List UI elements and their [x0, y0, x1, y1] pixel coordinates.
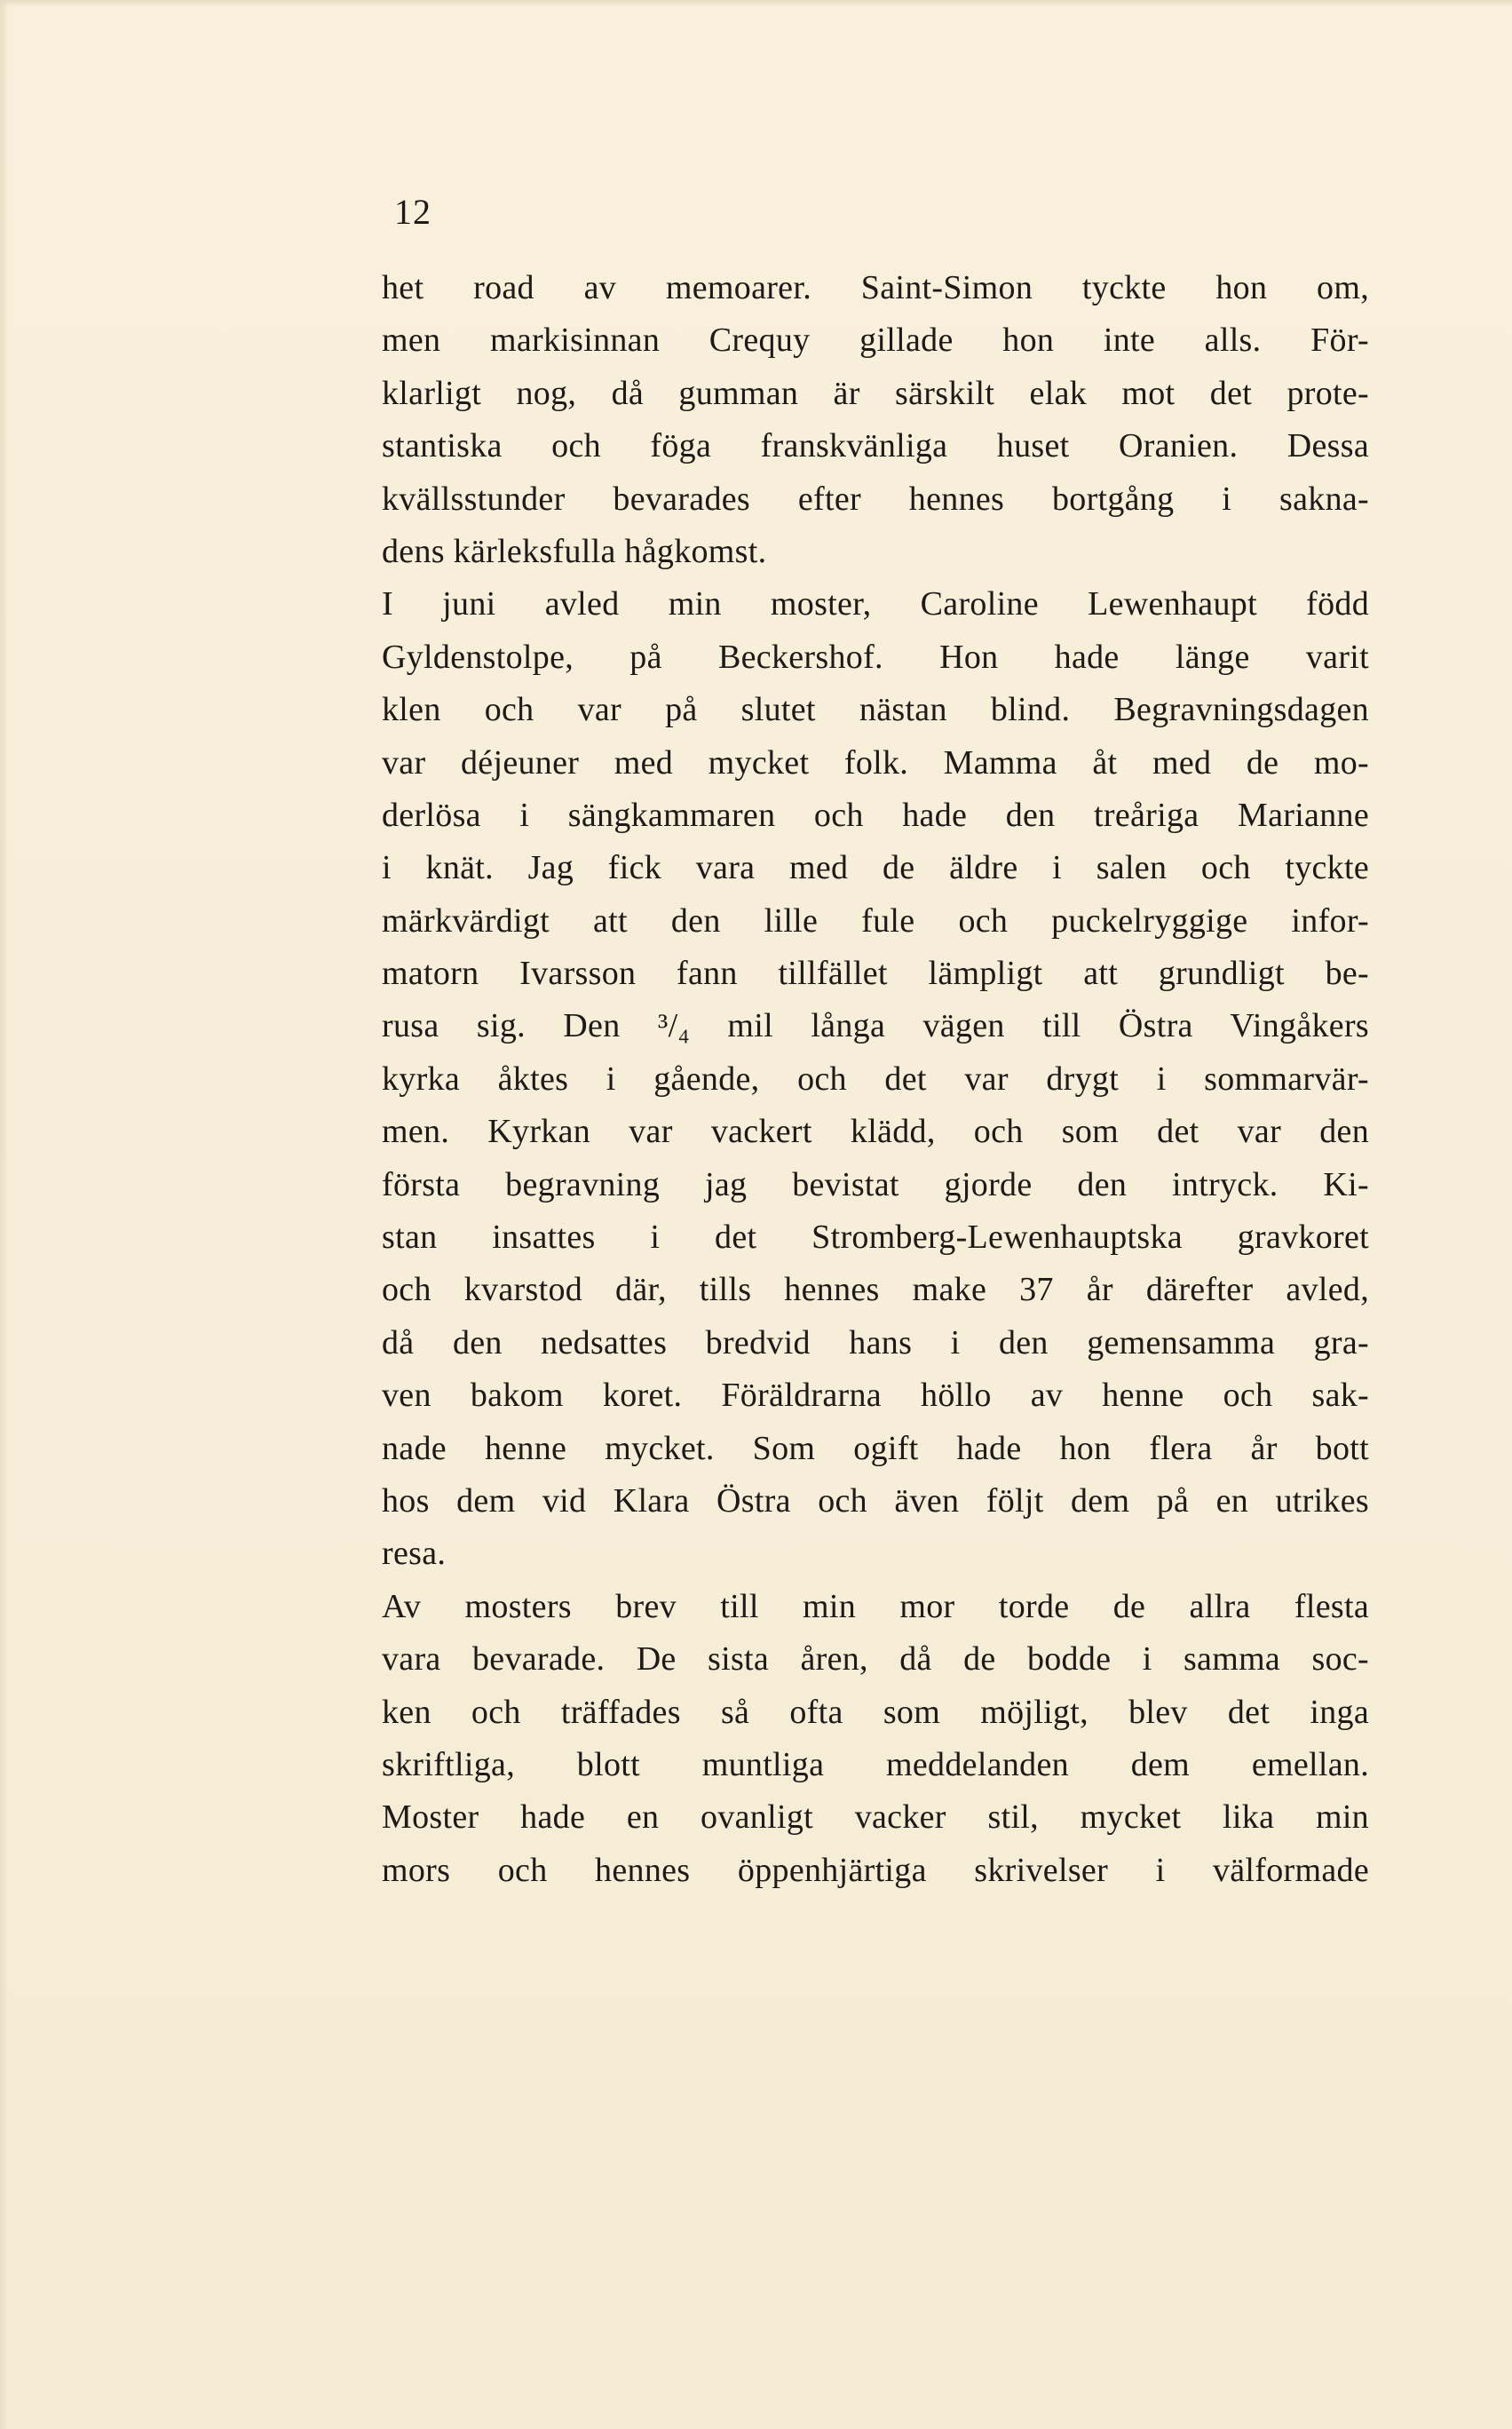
text-line: derlösa i sängkammaren och hade den treåriga Marianne: [382, 796, 1369, 834]
text-line: mors och hennes öppenhjärtiga skrivelser i välformade: [382, 1851, 1369, 1889]
text-line: hos dem vid Klara Östra och även följt dem på en utrikes: [382, 1481, 1369, 1520]
page-number: 12: [394, 192, 431, 232]
page-top-edge: [0, 0, 1512, 7]
text-line: var déjeuner med mycket folk. Mamma åt med de mo-: [382, 743, 1369, 782]
text-line: men markisinnan Crequy gillade hon inte alls. För-: [382, 321, 1369, 360]
text-line: Av mosters brev till min mor torde de allra flesta: [382, 1587, 1369, 1625]
text-line: resa.: [382, 1535, 447, 1573]
text-line: i knät. Jag fick vara med de äldre i salen och tyckte: [382, 849, 1369, 887]
text-line: kyrka åktes i gående, och det var drygt i sommarvär-: [382, 1060, 1369, 1098]
paragraph-1: [382, 262, 1369, 578]
text-line: och kvarstod där, tills hennes make 37 år därefter avled,: [382, 1271, 1369, 1309]
body-text: [382, 262, 1369, 1897]
text-line: het road av memoarer. Saint-Simon tyckte hon om,: [382, 269, 1369, 306]
text-line: stan insattes i det Stromberg-Lewenhauptska gravkoret: [382, 1218, 1369, 1257]
text-line: första begravning jag bevistat gjorde den intryck. Ki-: [382, 1165, 1369, 1203]
text-line: kvällsstunder bevarades efter hennes bortgång i sakna-: [382, 480, 1369, 518]
text-line: ven bakom koret. Föräldrarna höllo av henne och sak-: [382, 1377, 1369, 1415]
paragraph-2: [382, 578, 1369, 1580]
text-line: rusa sig. Den ³/₄ mil långa vägen till Östra Vingåkers: [382, 1007, 1369, 1045]
text-line: dens kärleksfulla hågkomst.: [382, 532, 767, 570]
paragraph-3: [382, 1581, 1369, 1897]
text-line: nade henne mycket. Som ogift hade hon flera år bott: [382, 1429, 1369, 1467]
text-line: Moster hade en ovanligt vacker stil, mycket lika min: [382, 1798, 1369, 1837]
text-line: stantiska och föga franskvänliga huset Oranien. Dessa: [382, 427, 1369, 465]
page-left-edge: [0, 0, 8, 2429]
text-line: men. Kyrkan var vackert klädd, och som det var den: [382, 1113, 1369, 1151]
text-line: då den nedsattes bredvid hans i den gemensamma gra-: [382, 1323, 1369, 1361]
text-line: skriftliga, blott muntliga meddelanden dem emellan.: [382, 1745, 1369, 1783]
text-line: märkvärdigt att den lille fule och puckelryggige infor-: [382, 901, 1369, 940]
text-line: klarligt nog, då gumman är särskilt elak mot det prote-: [382, 374, 1369, 412]
text-line: vara bevarade. De sista åren, då de bodde i samma soc-: [382, 1640, 1369, 1679]
text-line: klen och var på slutet nästan blind. Begravningsdagen: [382, 691, 1369, 729]
text-line: Gyldenstolpe, på Beckershof. Hon hade länge varit: [382, 638, 1369, 676]
text-line: matorn Ivarsson fann tillfället lämpligt att grundligt be-: [382, 955, 1369, 993]
text-line: ken och träffades så ofta som möjligt, blev det inga: [382, 1693, 1369, 1731]
text-line: I juni avled min moster, Caroline Lewenhaupt född: [382, 585, 1369, 623]
